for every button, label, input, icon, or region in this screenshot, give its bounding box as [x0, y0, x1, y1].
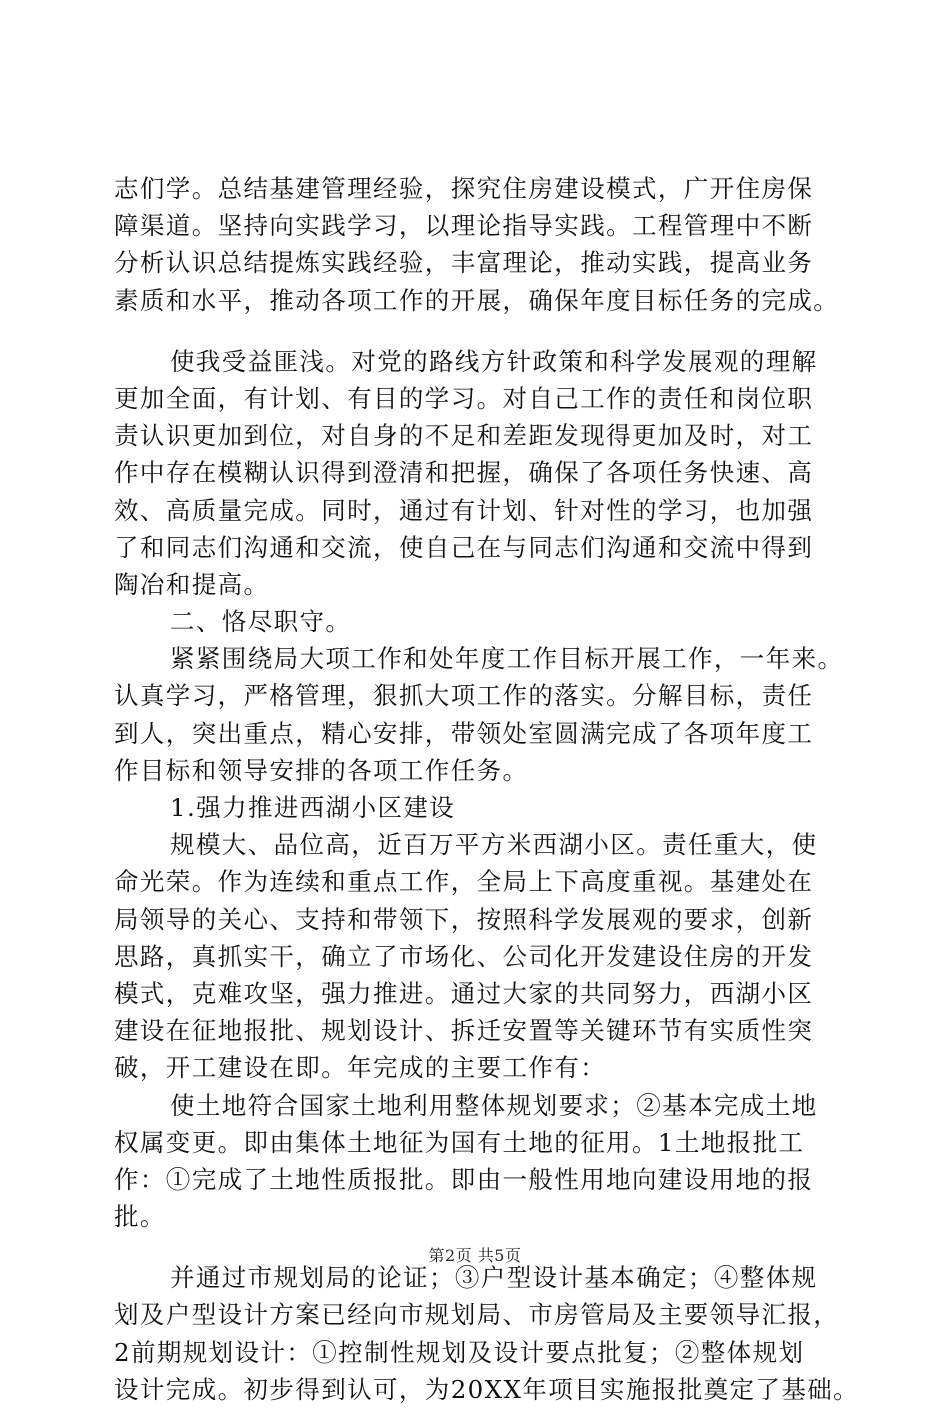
text-line: 局领导的关心、支持和带领下，按照科学发展观的要求，创新 [114, 904, 814, 934]
text-line: 模式，克难攻坚，强力推进。通过大家的共同努力，西湖小区 [114, 978, 814, 1008]
text-line: 权属变更。即由集体土地征为国有土地的征用。1土地报批工 [114, 1127, 805, 1157]
text-line: 并通过市规划局的论证；③户型设计基本确定；④整体规 [170, 1263, 818, 1293]
paragraph-4 [114, 826, 844, 1086]
text-line: 规模大、品位高，近百万平方米西湖小区。责任重大，使 [170, 830, 818, 860]
paragraph-gap [114, 319, 844, 343]
text-line: 设计完成。初步得到认可，为20XX年项目实施报批奠定了基础。 [114, 1374, 860, 1404]
subsection-heading: 1.强力推进西湖小区建设 [170, 793, 456, 822]
text-line: 批。 [114, 1202, 166, 1232]
text-line: 建设在征地报批、规划设计、拆迁安置等关键环节有实质性突 [114, 1016, 814, 1046]
text-line: 陶冶和提高。 [114, 569, 270, 599]
text-line: 分析认识总结提炼实践经验，丰富理论，推动实践，提高业务 [114, 248, 814, 278]
text-line: 作目标和领导安排的各项工作任务。 [114, 755, 529, 785]
paragraph-3 [114, 640, 844, 789]
paragraph-5 [114, 1087, 844, 1236]
text-line: 划及户型设计方案已经向市规划局、市房管局及主要领导汇报， [114, 1300, 840, 1330]
text-line: 作：①完成了土地性质报批。即由一般性用地向建设用地的报 [114, 1164, 814, 1194]
text-line: 素质和水平，推动各项工作的开展，确保年度目标任务的完成。 [114, 285, 840, 315]
body-text [114, 170, 860, 1408]
text-line: 志们学。总结基建管理经验，探究住房建设模式，广开住房保 [114, 174, 814, 203]
section-heading: 二、恪尽职守。 [170, 607, 352, 637]
text-line: 紧紧围绕局大项工作和处年度工作目标开展工作，一年来。 [170, 644, 844, 674]
text-line: 了和同志们沟通和交流，使自己在与同志们沟通和交流中得到 [114, 532, 814, 562]
text-line: 破，开工建设在即。年完成的主要工作有： [114, 1053, 607, 1083]
text-line: 使土地符合国家土地利用整体规划要求；②基本完成土地 [170, 1090, 818, 1120]
text-line: 命光荣。作为连续和重点工作，全局上下高度重视。基建处在 [114, 867, 814, 897]
page-number-footer: 第2页 共5页 [428, 1246, 522, 1265]
text-line: 2前期规划设计：①控制性规划及设计要点批复；②整体规划 [114, 1337, 805, 1367]
text-line: 作中存在模糊认识得到澄清和把握，确保了各项任务快速、高 [114, 458, 814, 488]
text-line: 到人，突出重点，精心安排，带领处室圆满完成了各项年度工 [114, 718, 814, 748]
text-line: 思路，真抓实干，确立了市场化、公司化开发建设住房的开发 [114, 941, 814, 971]
paragraph-6 [114, 1259, 860, 1408]
text-line: 效、高质量完成。同时，通过有计划、针对性的学习，也加强 [114, 495, 814, 525]
paragraph-1 [114, 170, 844, 319]
text-line: 更加全面，有计划、有目的学习。对自己工作的责任和岗位职 [114, 383, 814, 413]
text-line: 使我受益匪浅。对党的路线方针政策和科学发展观的理解 [170, 346, 818, 376]
text-line: 障渠道。坚持向实践学习，以理论指导实践。工程管理中不断 [114, 211, 814, 241]
text-line: 认真学习，严格管理，狠抓大项工作的落实。分解目标，责任 [114, 681, 814, 711]
text-line: 责认识更加到位，对自身的不足和差距发现得更加及时，对工 [114, 421, 814, 451]
paragraph-2 [114, 343, 844, 603]
